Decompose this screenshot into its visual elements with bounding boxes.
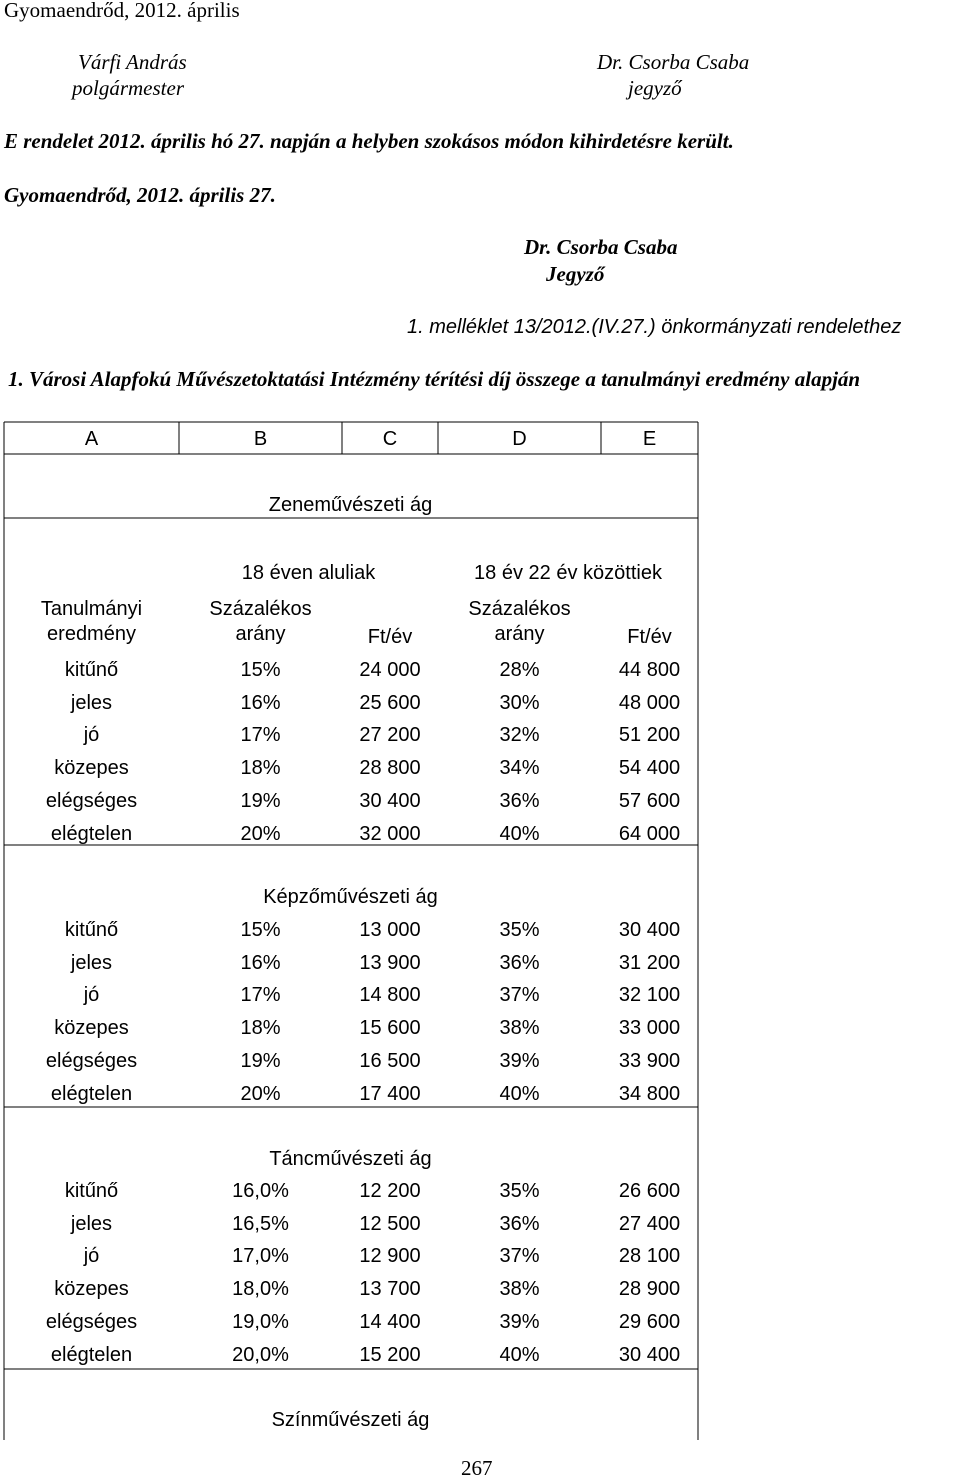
table-cell-result: elégtelen (50, 1343, 133, 1366)
table-cell-amount-under-18: 14 400 (359, 1310, 421, 1333)
header-amount-under-18: Ft/év (367, 626, 413, 648)
table-cell-result: kitűnő (64, 1180, 119, 1202)
table-cell-amount-18-22: 30 400 (618, 1343, 681, 1366)
table-cell-amount-under-18: 30 400 (359, 789, 421, 812)
section-title-drama: Színművészeti ág (271, 1409, 430, 1431)
table-cell-percent-18-22: 36% (499, 789, 540, 812)
table-cell-amount-under-18: 15 200 (359, 1343, 421, 1366)
table-cell-percent-under-18: 17% (240, 724, 281, 747)
table-cell-percent-18-22: 35% (499, 1180, 540, 1202)
table-cell-percent-18-22: 40% (499, 1343, 540, 1366)
column-header-d: D (512, 428, 527, 450)
table-cell-result: elégtelen (50, 822, 133, 845)
table-cell-result: kitűnő (64, 659, 119, 681)
column-header-b: B (253, 428, 268, 450)
table-cell-result: jó (83, 1245, 100, 1268)
table-cell-amount-18-22: 33 900 (618, 1049, 681, 1072)
table-cell-amount-18-22: 28 900 (618, 1278, 681, 1301)
table-cell-amount-under-18: 12 200 (359, 1180, 421, 1202)
table-cell-percent-under-18: 18% (240, 1017, 281, 1040)
group-header-under-18: 18 éven aluliak (241, 562, 376, 584)
table-cell-percent-under-18: 16,0% (232, 1180, 289, 1202)
header-percent-line2: arány (235, 623, 286, 645)
table-cell-percent-under-18: 17,0% (232, 1245, 289, 1268)
header-percent-line1: Százalékos (468, 598, 571, 620)
section-title-visual-arts: Képzőművészeti ág (263, 886, 438, 908)
table-cell-percent-18-22: 36% (499, 951, 540, 974)
table-cell-percent-under-18: 16% (240, 691, 281, 714)
table-cell-percent-under-18: 18,0% (232, 1278, 289, 1301)
table-cell-amount-18-22: 51 200 (618, 724, 681, 747)
table-cell-result: közepes (54, 1017, 129, 1040)
table-cell-percent-18-22: 40% (499, 1082, 540, 1105)
table-cell-amount-under-18: 13 700 (359, 1278, 421, 1301)
table-cell-amount-under-18: 24 000 (359, 659, 421, 681)
column-header-c: C (382, 428, 398, 450)
header-amount-18-22: Ft/év (627, 626, 672, 648)
table-cell-amount-under-18: 16 500 (359, 1049, 421, 1072)
table-cell-percent-under-18: 15% (240, 659, 281, 681)
table-cell-amount-18-22: 64 000 (618, 822, 681, 845)
table-cell-result: jó (83, 984, 100, 1007)
header-percent-under-18 (179, 597, 342, 647)
table-cell-percent-under-18: 20% (240, 1082, 281, 1105)
table-cell-amount-18-22: 44 800 (618, 659, 681, 681)
table-cell-amount-under-18: 13 000 (359, 919, 421, 941)
group-header-18-22: 18 év 22 év közöttiek (474, 562, 662, 584)
table-cell-percent-under-18: 16,5% (232, 1212, 289, 1235)
table-cell-amount-18-22: 48 000 (618, 691, 681, 714)
table-cell-percent-under-18: 17% (240, 984, 281, 1007)
annex-reference: 1. melléklet 13/2012.(IV.27.) önkormányzati rendelethez (407, 316, 902, 338)
column-header-e: E (642, 428, 657, 450)
section-heading: 1. Városi Alapfokú Művészetoktatási Intézmény térítési díj összege a tanulmányi eredmény alapján (8, 367, 861, 391)
table-cell-amount-under-18: 15 600 (359, 1017, 421, 1040)
table-cell-percent-18-22: 37% (499, 984, 540, 1007)
table-cell-percent-18-22: 37% (499, 1245, 540, 1268)
table-cell-result: kitűnő (64, 919, 119, 941)
table-cell-percent-under-18: 20,0% (232, 1343, 289, 1366)
row-header-result-line1: Tanulmányi (40, 598, 143, 620)
signer-right-name: Dr. Csorba Csaba (597, 50, 750, 74)
table-cell-amount-under-18: 28 800 (359, 757, 421, 780)
table-cell-result: jeles (70, 951, 113, 974)
table-cell-result: közepes (54, 757, 129, 780)
announcement-date: Gyomaendrőd, 2012. április 27. (4, 183, 276, 207)
table-cell-amount-18-22: 34 800 (618, 1082, 681, 1105)
table-cell-amount-under-18: 12 500 (359, 1212, 421, 1235)
table-cell-percent-18-22: 39% (499, 1310, 540, 1333)
row-header-result-line2: eredmény (47, 623, 136, 645)
table-cell-amount-under-18: 14 800 (359, 984, 421, 1007)
table-cell-result: elégséges (45, 1049, 138, 1072)
table-cell-percent-18-22: 28% (499, 659, 540, 681)
signer-left-name: Várfi András (78, 50, 187, 74)
table-cell-percent-under-18: 18% (240, 757, 281, 780)
table-cell-result: jeles (70, 691, 113, 714)
table-cell-percent-under-18: 19% (240, 789, 281, 812)
table-cell-percent-18-22: 40% (499, 822, 540, 845)
table-cell-result: elégséges (45, 1310, 138, 1333)
column-header-a: A (84, 428, 99, 450)
table-cell-result: jeles (70, 1212, 113, 1235)
signer-right-title: jegyző (628, 76, 682, 100)
table-cell-amount-18-22: 32 100 (618, 984, 681, 1007)
table-cell-percent-under-18: 20% (240, 822, 281, 845)
table-cell-percent-18-22: 36% (499, 1212, 540, 1235)
table-cell-amount-18-22: 27 400 (618, 1212, 681, 1235)
table-cell-amount-18-22: 30 400 (618, 919, 681, 941)
header-percent-18-22 (438, 597, 601, 647)
table-cell-amount-18-22: 28 100 (618, 1245, 681, 1268)
section-title-music: Zeneművészeti ág (268, 494, 433, 516)
table-cell-percent-18-22: 38% (499, 1017, 540, 1040)
table-cell-amount-18-22: 31 200 (618, 951, 681, 974)
page-number: 267 (461, 1456, 493, 1480)
table-cell-amount-18-22: 33 000 (618, 1017, 681, 1040)
table-cell-percent-18-22: 35% (499, 919, 540, 941)
section-title-dance: Táncművészeti ág (269, 1148, 432, 1170)
notary-title: Jegyző (546, 262, 605, 286)
table-cell-amount-18-22: 26 600 (618, 1180, 681, 1202)
table-cell-amount-18-22: 57 600 (618, 789, 681, 812)
table-cell-result: elégséges (45, 789, 138, 812)
table-cell-amount-under-18: 27 200 (359, 724, 421, 747)
table-cell-result: elégtelen (50, 1082, 133, 1105)
table-cell-percent-18-22: 38% (499, 1278, 540, 1301)
table-cell-result: közepes (54, 1278, 129, 1301)
table-cell-percent-18-22: 30% (499, 691, 540, 714)
table-cell-percent-18-22: 34% (499, 757, 540, 780)
table-cell-amount-18-22: 54 400 (618, 757, 681, 780)
table-cell-amount-under-18: 25 600 (359, 691, 421, 714)
header-percent-line2: arány (494, 623, 545, 645)
table-cell-amount-under-18: 32 000 (359, 822, 421, 845)
table-cell-percent-under-18: 19,0% (232, 1310, 289, 1333)
notary-name: Dr. Csorba Csaba (524, 235, 678, 259)
table-cell-percent-18-22: 39% (499, 1049, 540, 1072)
table-cell-result: jó (83, 724, 100, 747)
table-cell-amount-18-22: 29 600 (618, 1310, 681, 1333)
table-cell-percent-18-22: 32% (499, 724, 540, 747)
table-cell-percent-under-18: 16% (240, 951, 281, 974)
announcement: E rendelet 2012. április hó 27. napján a helyben szokásos módon kihirdetésre került. (4, 129, 734, 153)
header-percent-line1: Százalékos (209, 598, 312, 620)
table-cell-amount-under-18: 12 900 (359, 1245, 421, 1268)
table-cell-amount-under-18: 13 900 (359, 951, 421, 974)
table-cell-amount-under-18: 17 400 (359, 1082, 421, 1105)
place-date: Gyomaendrőd, 2012. április (4, 0, 240, 22)
table-cell-percent-under-18: 19% (240, 1049, 281, 1072)
table-cell-percent-under-18: 15% (240, 919, 281, 941)
row-header-result (4, 597, 179, 647)
signer-left-title: polgármester (72, 76, 184, 100)
